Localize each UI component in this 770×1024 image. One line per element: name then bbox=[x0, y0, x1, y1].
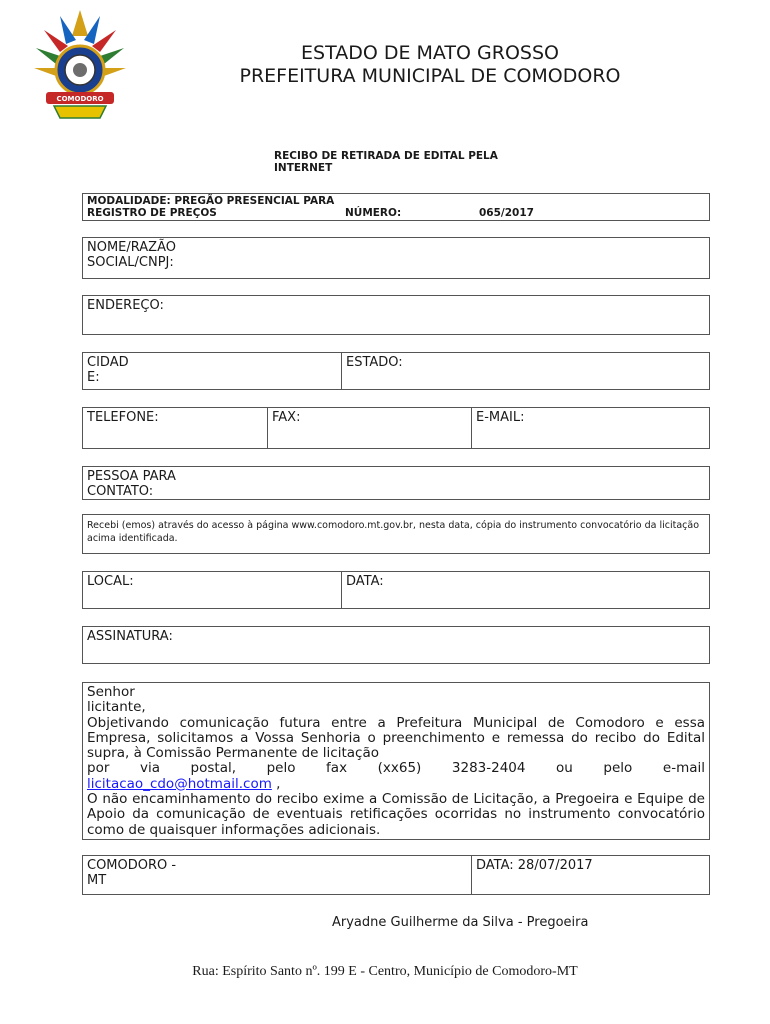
fax-field[interactable] bbox=[267, 408, 471, 448]
email-field[interactable] bbox=[471, 408, 709, 448]
endereco-label: ENDEREÇO: bbox=[87, 298, 164, 313]
endereco-field[interactable] bbox=[82, 295, 710, 335]
notice-para3: O não encaminhamento do recibo exime a Comissão de Licitação, a Pregoeira e Equipe de Apoio da comunicação de eventuais retificações ocorridas no instrumento convocatório como de quaisquer informações adicionais. bbox=[87, 791, 705, 838]
closing-date: DATA: 28/07/2017 bbox=[476, 858, 593, 873]
footer-address: Rua: Espírito Santo nº. 199 E - Centro, Município de Comodoro-MT bbox=[192, 964, 578, 979]
email-label: E-MAIL: bbox=[476, 410, 525, 425]
local-label: LOCAL: bbox=[87, 574, 134, 589]
closing-place: COMODORO - MT bbox=[87, 858, 177, 888]
pessoa-contato-field[interactable] bbox=[82, 466, 710, 500]
numero-value: 065/2017 bbox=[479, 207, 534, 219]
notice-box bbox=[82, 682, 710, 840]
telefone-field[interactable] bbox=[83, 408, 267, 448]
telefone-label: TELEFONE: bbox=[87, 410, 159, 425]
numero-label: NÚMERO: bbox=[345, 207, 402, 219]
signature-line: Aryadne Guilherme da Silva - Pregoeira bbox=[332, 915, 589, 930]
pessoa-label: PESSOA PARA CONTATO: bbox=[87, 469, 176, 499]
cidade-field[interactable] bbox=[83, 353, 341, 389]
estado-label: ESTADO: bbox=[346, 355, 403, 370]
notice-email-link[interactable]: licitacao_cdo@hotmail.com bbox=[87, 775, 272, 792]
notice-email-line bbox=[87, 777, 705, 792]
modalidade-label: MODALIDADE: PREGÃO PRESENCIAL PARA REGISTRO DE PREÇOS bbox=[87, 195, 335, 219]
declaration-box bbox=[82, 514, 710, 554]
estado-field[interactable] bbox=[341, 353, 709, 389]
nome-label: NOME/RAZÃO SOCIAL/CNPJ: bbox=[87, 240, 176, 270]
closing-row bbox=[82, 855, 710, 895]
notice-para1: Objetivando comunicação futura entre a Prefeitura Municipal de Comodoro e essa Empresa, solicitamos a Vossa Senhoria o preenchimento e remessa do recibo do Edital supra, à Comissão Permanente de licitação bbox=[87, 714, 705, 762]
notice-greeting1: Senhor bbox=[87, 684, 135, 700]
data-label: DATA: bbox=[346, 574, 384, 589]
nome-field[interactable] bbox=[82, 237, 710, 279]
contact-row bbox=[82, 407, 710, 449]
municipal-coat-of-arms-logo bbox=[30, 6, 130, 122]
logo-banner-text: COMODORO bbox=[56, 95, 104, 103]
header-state: ESTADO DE MATO GROSSO bbox=[301, 42, 559, 64]
declaration-text: Recebi (emos) através do acesso à página www.comodoro.mt.gov.br, nesta data, cópia do instrumento convocatório da licitação acima identificada. bbox=[87, 520, 700, 544]
data-field[interactable] bbox=[341, 572, 709, 608]
cidade-label: CIDADE: bbox=[87, 355, 129, 385]
notice-email-suffix: , bbox=[271, 775, 281, 792]
notice-para2: por via postal, pelo fax (xx65) 3283-2404 ou pelo e-mail bbox=[87, 760, 705, 777]
header-prefecture: PREFEITURA MUNICIPAL DE COMODORO bbox=[239, 65, 621, 87]
local-data-row bbox=[82, 571, 710, 609]
fax-label: FAX: bbox=[272, 410, 301, 425]
assinatura-label: ASSINATURA: bbox=[87, 629, 173, 644]
local-field[interactable] bbox=[83, 572, 341, 608]
document-title: RECIBO DE RETIRADA DE EDITAL PELA INTERNET bbox=[274, 150, 498, 174]
assinatura-field[interactable] bbox=[82, 626, 710, 664]
modalidade-box bbox=[82, 193, 710, 221]
notice-text bbox=[83, 683, 709, 840]
notice-greeting2: licitante, bbox=[87, 699, 146, 716]
cidade-estado-row bbox=[82, 352, 710, 390]
